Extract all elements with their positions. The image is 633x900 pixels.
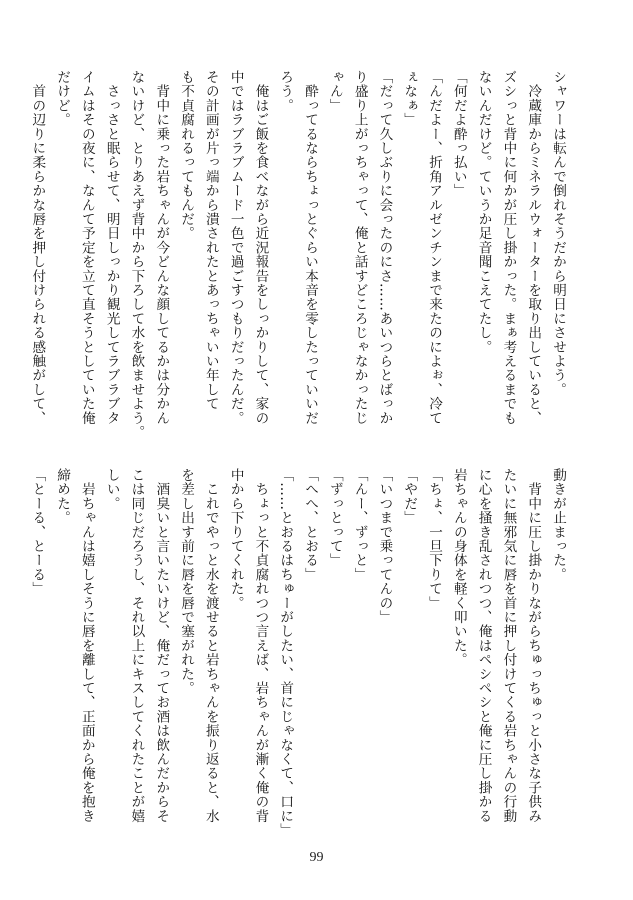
- text-line: その計画が片っ端から潰されたとあっちゃいい年して: [202, 70, 219, 411]
- text-line: 「何だよ酔っ払い」: [450, 70, 467, 198]
- text-line: ろう。: [277, 70, 294, 113]
- text-line: ちょっと不貞腐れつつ言えば、岩ちゃんが漸く俺の背: [252, 468, 269, 823]
- text-line: ないんだけど。ていうか足音聞こえてたし。: [475, 70, 492, 354]
- text-line: 「んだよー、折角アルゼンチンまで来たのによぉ、冷て: [426, 70, 443, 425]
- text-line: を差し出す前に唇を唇で塞がれた。: [178, 468, 195, 696]
- text-line: 中ではラブラブムード一色で過ごすつもりだったんだ。: [227, 70, 244, 425]
- text-block-lower: [29, 468, 570, 838]
- text-line: ゃん」: [326, 70, 343, 113]
- text-line: 背中に乗った岩ちゃんが今どんな顔してるかは分かん: [153, 70, 170, 425]
- page-number: 99: [309, 850, 324, 865]
- text-line: さっさと眠らせて、明日しっかり観光してラブラブタ: [103, 70, 120, 425]
- text-line: に心を掻き乱されつつ、俺はペシペシと俺に圧し掛かる: [475, 468, 492, 823]
- text-line: 「ずっとって」: [326, 468, 343, 568]
- text-line: ぇなぁ」: [401, 70, 418, 127]
- text-line: 岩ちゃんは嬉しそうに唇を離して、正面から俺を抱き: [78, 468, 95, 823]
- text-line: 動きが止まった。: [550, 468, 566, 582]
- text-line: たいに無邪気に唇を首に押し付けてくる岩ちゃんの行動: [500, 468, 517, 823]
- text-line: 首の辺りに柔らかな唇を押し付けられる感触がして、: [29, 70, 46, 425]
- text-line: これでやっと水を渡せると岩ちゃんを振り返ると、水: [202, 468, 219, 823]
- text-line: こは同じだろうし、それ以上にキスしてくれたことが嬉: [128, 468, 145, 823]
- text-line: 締めた。: [54, 468, 71, 525]
- text-line: 中から下りてくれた。: [227, 468, 244, 610]
- text-line: ないけど、とりあえず背中から下ろして水を飲ませよう。: [128, 70, 145, 440]
- text-line: しい。: [103, 468, 120, 511]
- text-line: だけど。: [54, 70, 71, 127]
- text-line: シャワーは転んで倒れそうだから明日にさせよう。: [550, 70, 566, 397]
- text-line: イムはその夜に、なんて予定を立て直そうとしていた俺: [78, 70, 95, 425]
- text-line: 「だって久しぶりに会ったのにさ……あいつらとばっか: [376, 70, 393, 425]
- text-line: 酔ってるならちょっとぐらい本音を零したっていいだ: [302, 70, 319, 425]
- text-line: 「とーる、とーる」: [29, 468, 46, 596]
- text-line: 「やだ」: [401, 468, 418, 525]
- text-line: 冷蔵庫からミネラルウォーターを取り出していると、: [525, 70, 542, 425]
- text-line: 「いつまで乗ってんの」: [376, 468, 393, 625]
- text-line: 岩ちゃんの身体を軽く叩いた。: [450, 468, 467, 667]
- text-line: ズシっと背中に何かが圧し掛かった。まぁ考えるまでも: [500, 70, 517, 425]
- text-line: 俺はご飯を食べながら近況報告をしっかりして、家の: [252, 70, 269, 425]
- text-block-upper: [29, 70, 570, 440]
- text-line: 「へへ、とおる」: [302, 468, 319, 582]
- text-line: 「ちょ、一旦下りて」: [426, 468, 443, 610]
- text-line: り盛り上がっちゃって、俺と話すどころじゃなかったじ: [351, 70, 368, 425]
- text-line: 「……とおるはちゅーがしたい、首にじゃなくて、口に」: [277, 468, 294, 838]
- text-line: 背中に圧し掛かりながらちゅっちゅっと小さな子供み: [525, 468, 542, 823]
- text-line: 酒臭いと言いたいけど、俺だってお酒は飲んだからそ: [153, 468, 170, 823]
- text-line: 「んー、ずっと」: [351, 468, 368, 582]
- text-line: も不貞腐れるってもんだ。: [178, 70, 195, 241]
